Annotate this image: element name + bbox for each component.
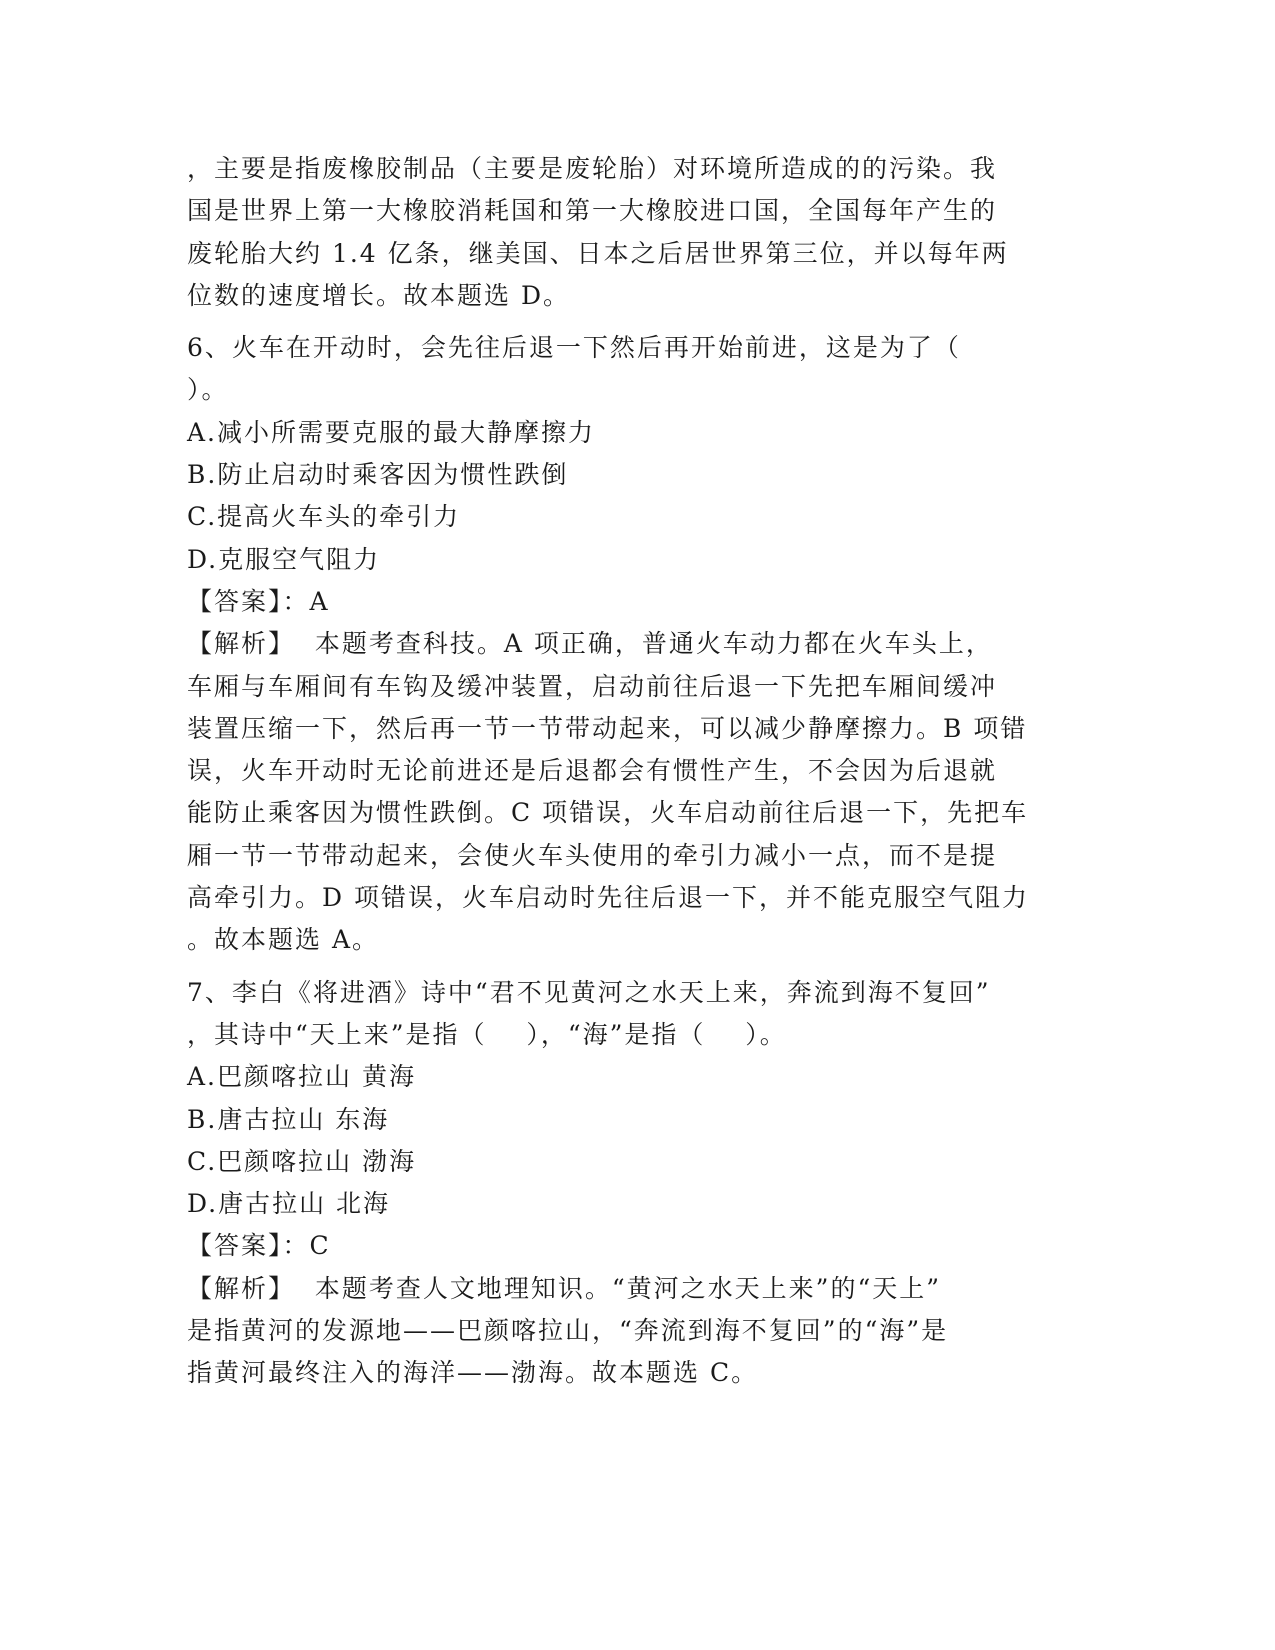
question-7 <box>187 972 1067 1395</box>
text-line: 废轮胎大约 1.4 亿条，继美国、日本之后居世界第三位，并以每年两 <box>187 238 1009 268</box>
option-a: A.减小所需要克服的最大静摩擦力 <box>187 417 596 447</box>
analysis-line: 能防止乘客因为惯性跌倒。C 项错误，火车启动前往后退一下，先把车 <box>187 798 1029 828</box>
option-b: B.唐古拉山 东海 <box>187 1104 390 1134</box>
option-b: B.防止启动时乘客因为惯性跌倒 <box>187 460 569 490</box>
analysis-line: 装置压缩一下，然后再一节一节带动起来，可以减少静摩擦力。B 项错 <box>187 713 1028 743</box>
previous-analysis-continuation <box>187 148 1067 317</box>
option-c: C.提高火车头的牵引力 <box>187 502 461 532</box>
option-c: C.巴颜喀拉山 渤海 <box>187 1146 417 1176</box>
question-stem: 7、李白《将进酒》诗中“君不见黄河之水天上来，奔流到海不复回” <box>187 977 991 1007</box>
analysis-line: 高牵引力。D 项错误，火车启动时先往后退一下，并不能克服空气阻力 <box>187 883 1029 913</box>
analysis-line: 。故本题选 A。 <box>187 925 380 955</box>
analysis-line: 指黄河最终注入的海洋——渤海。故本题选 C。 <box>187 1358 759 1388</box>
question-6 <box>187 327 1067 961</box>
spacer <box>187 962 1067 972</box>
analysis-line: 车厢与车厢间有车钩及缓冲装置，启动前往后退一下先把车厢间缓冲 <box>187 671 998 701</box>
answer-line: 【答案】：A <box>187 586 330 616</box>
option-a: A.巴颜喀拉山 黄海 <box>187 1062 416 1092</box>
spacer <box>187 317 1067 327</box>
answer-line: 【答案】：C <box>187 1231 331 1261</box>
analysis-line: 【解析】 本题考查科技。A 项正确，普通火车动力都在火车头上， <box>187 629 993 659</box>
question-stem: ）。 <box>187 375 229 405</box>
analysis-line: 是指黄河的发源地——巴颜喀拉山，“奔流到海不复回”的“海”是 <box>187 1316 949 1346</box>
analysis-line: 误，火车开动时无论前进还是后退都会有惯性产生，不会因为后退就 <box>187 756 998 786</box>
option-d: D.唐古拉山 北海 <box>187 1189 391 1219</box>
option-d: D.克服空气阻力 <box>187 544 381 574</box>
analysis-line: 厢一节一节带动起来，会使火车头使用的牵引力减小一点，而不是提 <box>187 840 998 870</box>
text-line: 国是世界上第一大橡胶消耗国和第一大橡胶进口国，全国每年产生的 <box>187 196 998 226</box>
question-stem: ，其诗中“天上来”是指（ ），“海”是指（ ）。 <box>187 1019 787 1049</box>
document-page <box>187 148 1067 1395</box>
analysis-line: 【解析】 本题考查人文地理知识。“黄河之水天上来”的“天上” <box>187 1273 942 1303</box>
text-line: ，主要是指废橡胶制品（主要是废轮胎）对环境所造成的的污染。我 <box>187 154 998 183</box>
question-stem: 6、火车在开动时，会先往后退一下然后再开始前进，这是为了（ <box>187 333 961 363</box>
text-line: 位数的速度增长。故本题选 D。 <box>187 280 570 310</box>
